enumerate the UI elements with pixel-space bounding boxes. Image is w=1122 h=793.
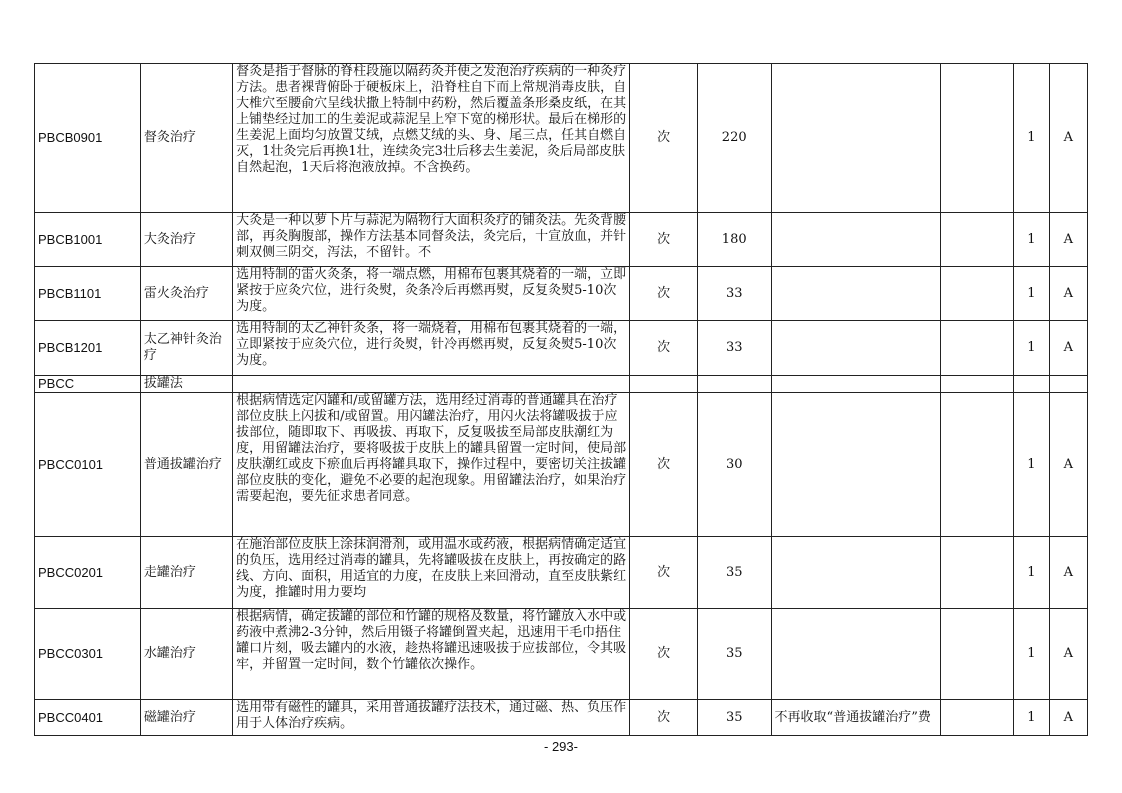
table-row bbox=[35, 267, 1088, 321]
item-exclusions bbox=[771, 213, 940, 267]
table-row bbox=[35, 321, 1088, 376]
item-price: 30 bbox=[697, 393, 771, 537]
item-code: PBCC0301 bbox=[35, 609, 141, 700]
item-exclusions bbox=[771, 64, 940, 213]
table-row bbox=[35, 700, 1088, 736]
item-ratio bbox=[1014, 376, 1049, 393]
item-exclusions: 不再收取“普通拔罐治疗”费 bbox=[771, 700, 940, 736]
item-class: A bbox=[1049, 700, 1087, 736]
item-price: 220 bbox=[697, 64, 771, 213]
item-content-text: 根据病情，确定拔罐的部位和竹罐的规格及数量，将竹罐放入水中或药液中煮沸2-3分钟，然后用镊子将罐倒置夹起，迅速用干毛巾捂住罐口片刻，吸去罐内的水液，趁热将罐迅速吸拔于应拔部位，令其吸牢，并留置一定时间，数个竹罐依次操作。 bbox=[236, 609, 627, 672]
item-exclusions bbox=[771, 609, 940, 700]
item-content-text: 督灸是指于督脉的脊柱段施以隔药灸并使之发泡治疗疾病的一种灸疗方法。患者裸背俯卧于硬板床上，沿脊柱自下而上常规消毒皮肤，自大椎穴至腰俞穴呈线状撒上特制中药粉，然后覆盖条形桑皮纸，在其上铺垫经过加工的生姜泥或蒜泥呈上窄下宽的梯形状。最后在梯形的生姜泥上面均匀放置艾绒，点燃艾绒的头、身、尾三点，任其自燃自灭，1壮灸完后再换1壮，连续灸完3壮后移去生姜泥，灸后局部皮肤自然起泡，1天后将泡液放掉。不含换药。 bbox=[236, 64, 627, 175]
item-unit bbox=[630, 376, 697, 393]
item-unit: 次 bbox=[630, 321, 697, 376]
item-ratio: 1 bbox=[1014, 700, 1049, 736]
item-unit: 次 bbox=[630, 64, 697, 213]
table-row bbox=[35, 213, 1088, 267]
item-blank-cell bbox=[940, 321, 1014, 376]
item-name: 磁罐治疗 bbox=[140, 700, 232, 736]
item-ratio: 1 bbox=[1014, 609, 1049, 700]
item-price: 180 bbox=[697, 213, 771, 267]
item-content bbox=[233, 376, 630, 393]
item-price: 35 bbox=[697, 609, 771, 700]
item-unit: 次 bbox=[630, 537, 697, 609]
item-price: 33 bbox=[697, 321, 771, 376]
item-blank-cell bbox=[940, 213, 1014, 267]
item-content-text: 选用特制的太乙神针灸条，将一端烧着，用棉布包裹其烧着的一端，立即紧按于应灸穴位，进行灸熨，针冷再燃再熨，反复灸熨5-10次为度。 bbox=[236, 321, 627, 368]
item-blank-cell bbox=[940, 700, 1014, 736]
item-content-text: 根据病情选定闪罐和/或留罐方法，选用经过消毒的普通罐具在治疗部位皮肤上闪拔和/或留置。用闪罐法治疗，用闪火法将罐吸拔于应拔部位，随即取下、再吸拔、再取下，反复吸拔至局部皮肤潮红为度，用留罐法治疗，要将吸拔于皮肤上的罐具留置一定时间，使局部皮肤潮红或皮下瘀血后再将罐具取下，操作过程中，要密切关注拔罐部位皮肤的变化，避免不必要的起泡现象。用留罐法治疗，如果治疗需要起泡，要先征求患者同意。 bbox=[236, 393, 627, 504]
item-code: PBCB1001 bbox=[35, 213, 141, 267]
item-unit: 次 bbox=[630, 213, 697, 267]
item-content bbox=[233, 393, 630, 537]
table-row bbox=[35, 609, 1088, 700]
item-blank-cell bbox=[940, 609, 1014, 700]
table-row bbox=[35, 64, 1088, 213]
item-content-text: 选用特制的雷火灸条，将一端点燃，用棉布包裹其烧着的一端，立即紧按于应灸穴位，进行灸熨，灸条冷后再燃再熨，反复灸熨5-10次为度。 bbox=[236, 267, 627, 314]
table-row bbox=[35, 376, 1088, 393]
item-blank-cell bbox=[940, 537, 1014, 609]
item-exclusions bbox=[771, 537, 940, 609]
item-blank-cell bbox=[940, 393, 1014, 537]
page-number: - 293- bbox=[544, 739, 578, 754]
item-exclusions bbox=[771, 376, 940, 393]
item-content bbox=[233, 537, 630, 609]
item-price: 35 bbox=[697, 700, 771, 736]
item-ratio: 1 bbox=[1014, 393, 1049, 537]
item-class: A bbox=[1049, 64, 1087, 213]
item-price bbox=[697, 376, 771, 393]
item-code: PBCB1201 bbox=[35, 321, 141, 376]
item-name: 走罐治疗 bbox=[140, 537, 232, 609]
item-name: 大灸治疗 bbox=[140, 213, 232, 267]
item-content bbox=[233, 700, 630, 736]
item-name: 水罐治疗 bbox=[140, 609, 232, 700]
item-ratio: 1 bbox=[1014, 64, 1049, 213]
item-name: 督灸治疗 bbox=[140, 64, 232, 213]
item-code: PBCB0901 bbox=[35, 64, 141, 213]
item-code: PBCB1101 bbox=[35, 267, 141, 321]
item-price: 35 bbox=[697, 537, 771, 609]
table-row bbox=[35, 393, 1088, 537]
item-ratio: 1 bbox=[1014, 267, 1049, 321]
item-ratio: 1 bbox=[1014, 321, 1049, 376]
item-content-text: 大灸是一种以萝卜片与蒜泥为隔物行大面积灸疗的铺灸法。先灸背腰部，再灸胸腹部，操作方法基本同督灸法，灸完后，十宣放血，并针刺双侧三阴交，泻法，不留针。不 bbox=[236, 213, 627, 260]
item-class bbox=[1049, 376, 1087, 393]
item-code: PBCC0101 bbox=[35, 393, 141, 537]
item-name: 拔罐法 bbox=[140, 376, 232, 393]
item-ratio: 1 bbox=[1014, 537, 1049, 609]
item-exclusions bbox=[771, 321, 940, 376]
item-content bbox=[233, 267, 630, 321]
item-name: 太乙神针灸治疗 bbox=[140, 321, 232, 376]
item-code: PBCC0401 bbox=[35, 700, 141, 736]
item-blank-cell bbox=[940, 64, 1014, 213]
item-class: A bbox=[1049, 213, 1087, 267]
item-content bbox=[233, 64, 630, 213]
item-code: PBCC bbox=[35, 376, 141, 393]
item-price: 33 bbox=[697, 267, 771, 321]
item-class: A bbox=[1049, 393, 1087, 537]
pricing-table bbox=[34, 63, 1088, 736]
item-ratio: 1 bbox=[1014, 213, 1049, 267]
item-content bbox=[233, 321, 630, 376]
item-unit: 次 bbox=[630, 700, 697, 736]
item-content-text: 选用带有磁性的罐具，采用普通拔罐疗法技术，通过磁、热、负压作用于人体治疗疾病。 bbox=[236, 700, 627, 731]
item-exclusions bbox=[771, 393, 940, 537]
item-class: A bbox=[1049, 267, 1087, 321]
table-row bbox=[35, 537, 1088, 609]
item-class: A bbox=[1049, 321, 1087, 376]
item-blank-cell bbox=[940, 376, 1014, 393]
item-content-text bbox=[236, 376, 626, 392]
item-unit: 次 bbox=[630, 267, 697, 321]
item-class: A bbox=[1049, 537, 1087, 609]
item-name: 普通拔罐治疗 bbox=[140, 393, 232, 537]
item-name: 雷火灸治疗 bbox=[140, 267, 232, 321]
item-content-text: 在施治部位皮肤上涂抹润滑剂，或用温水或药液，根据病情确定适宜的负压，选用经过消毒的罐具，先将罐吸拔在皮肤上，再按确定的路线、方向、面积，用适宜的力度，在皮肤上来回滑动，直至皮肤紫红为度，推罐时用力要均 bbox=[236, 537, 627, 600]
item-code: PBCC0201 bbox=[35, 537, 141, 609]
item-exclusions bbox=[771, 267, 940, 321]
item-content bbox=[233, 213, 630, 267]
item-unit: 次 bbox=[630, 393, 697, 537]
item-blank-cell bbox=[940, 267, 1014, 321]
table-body bbox=[35, 64, 1088, 736]
item-unit: 次 bbox=[630, 609, 697, 700]
item-content bbox=[233, 609, 630, 700]
item-class: A bbox=[1049, 609, 1087, 700]
